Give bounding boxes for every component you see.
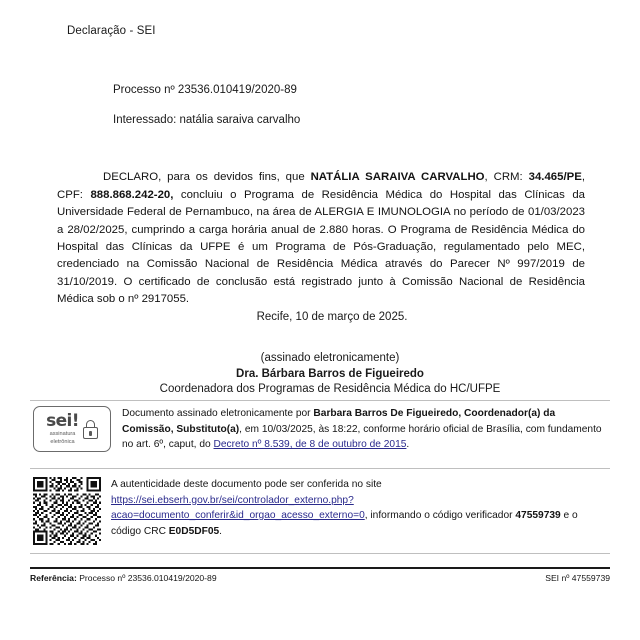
lock-keyhole xyxy=(89,431,92,436)
sei-text-end: . xyxy=(406,439,410,451)
sei-logo-inner xyxy=(46,413,98,445)
declaration-text: concluiu o Programa de Residência Médica do Hospital das Clínicas da Universidade Federal de Pernambuco, na área de ALERGIA E IMUNOLOGIA no período de 01/03/2023 a 28/02/2025, cumprindo a carga horária anual de 2.880 horas. O Programa de Residência Médica do Hospital das Clínicas da UFPE é um Programa de Pós-Graduação, regulamentado pelo MEC, credenciado na Comissão Nacional de Residência Médica através do Parecer Nº 997/2019 de 31/10/2019. O certificado de conclusão está registrado junto à Comissão Nacional de Residência Médica sob o nº 2917055. xyxy=(57,188,585,306)
divider-above-stamp xyxy=(30,400,610,401)
declarant-name: NATÁLIA SARAIVA CARVALHO xyxy=(310,171,485,184)
footer-reference xyxy=(30,573,217,583)
cpf-label: , CPF: xyxy=(57,171,585,201)
verification-end: . xyxy=(219,525,223,537)
crc-code: E0D5DF05 xyxy=(168,525,220,537)
signatory-role: Coordenadora dos Programas de Residência Médica do HC/UFPE xyxy=(159,383,501,395)
interested-party: Interessado: natália saraiva carvalho xyxy=(113,114,301,126)
signature-block xyxy=(0,351,640,398)
electronic-signature-note: (assinado eletronicamente) xyxy=(260,352,400,364)
cpf-value: 888.868.242-20, xyxy=(90,188,174,201)
document-meta xyxy=(113,83,583,143)
sei-wordmark: sei! xyxy=(46,411,79,432)
authenticity-verification xyxy=(33,477,610,545)
decree-link[interactable]: Decreto nº 8.539, de 8 de outubro de 2015 xyxy=(213,439,407,451)
page-footer xyxy=(30,573,610,583)
verifier-code: 47559739 xyxy=(515,510,561,522)
verification-middle: , informando o código verificador xyxy=(364,510,516,522)
declaration-body xyxy=(57,158,585,320)
verification-crc-label: e o código CRC xyxy=(111,510,578,537)
signatory-name: Dra. Bárbara Barros de Figueiredo xyxy=(236,367,424,380)
sei-logo xyxy=(33,406,111,452)
declaration-intro: DECLARO, para os devidos fins, que xyxy=(103,171,311,184)
footer-reference-value: Processo nº 23536.010419/2020-89 xyxy=(76,573,217,583)
lock-icon xyxy=(83,420,98,439)
sei-sub-line2: eletrônica xyxy=(50,438,75,445)
sei-text-middle: , em 10/03/2025, às 18:22, conforme horário oficial de Brasília, com fundamento no art. 6º, caput, do xyxy=(122,423,602,451)
crm-value: 34.465/PE xyxy=(528,171,582,184)
sei-signer-name: Barbara Barros De Figueiredo, Coordenador(a) da Comissão, Substituto(a) xyxy=(122,408,556,435)
declaration-paragraph xyxy=(57,169,585,308)
process-number: Processo nº 23536.010419/2020-89 xyxy=(113,84,297,96)
divider-between-stamp-and-qr xyxy=(30,468,610,469)
verification-url-link[interactable]: https://sei.ebserh.gov.br/sei/controlador_externo.php?acao=documento_conferir&id_orgao_acesso_externo=0 xyxy=(111,494,365,522)
crm-label: , CRM: xyxy=(484,171,529,184)
place-and-date: Recife, 10 de março de 2025. xyxy=(256,311,408,323)
sei-signature-text xyxy=(122,406,602,453)
footer-sei-number: SEI nº 47559739 xyxy=(545,573,610,583)
sei-text-intro: Documento assinado eletronicamente por xyxy=(122,408,314,419)
sei-wordmark-group xyxy=(46,413,79,445)
page-title: Declaração - SEI xyxy=(67,25,156,37)
sei-signature-stamp xyxy=(33,406,610,453)
verification-intro: A autenticidade deste documento pode ser conferida no site xyxy=(111,479,382,490)
sei-sub-line1: assinatura xyxy=(49,431,76,438)
verification-text xyxy=(111,477,603,539)
qr-code-icon xyxy=(33,477,101,545)
footer-rule xyxy=(30,567,610,569)
divider-below-qr xyxy=(30,553,610,554)
footer-reference-label: Referência: xyxy=(30,573,77,583)
